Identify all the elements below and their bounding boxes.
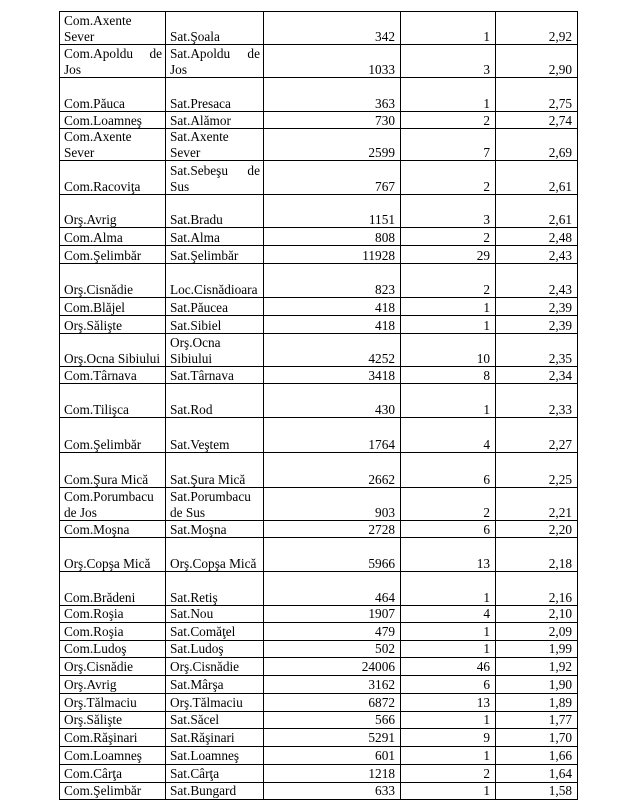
count-cell: 3 (401, 195, 496, 228)
table-row (60, 693, 578, 711)
table-row (60, 264, 578, 298)
count-cell: 29 (401, 246, 496, 264)
locality-cell: Sat.Veştem (166, 418, 264, 453)
locality-cell: Sat.Apoldu de Jos (166, 45, 264, 78)
administrative-unit-cell: Orş.Sălişte (60, 316, 166, 334)
locality-cell: Sat.Moşna (166, 521, 264, 538)
locality-cell: Orş.Cisnădie (166, 657, 264, 675)
administrative-unit-cell: Com.Loamneş (60, 746, 166, 764)
locality-cell: Sat.Comăţel (166, 622, 264, 640)
locality-cell: Sat.Retiş (166, 572, 264, 606)
ratio-cell: 2,90 (496, 45, 578, 78)
population-cell: 633 (264, 782, 401, 799)
table-body (60, 12, 578, 800)
population-cell: 6872 (264, 693, 401, 711)
administrative-unit-cell: Com.Răşinari (60, 728, 166, 746)
population-cell: 566 (264, 711, 401, 728)
table-row (60, 538, 578, 572)
locality-cell: Sat.Şura Mică (166, 453, 264, 488)
count-cell: 46 (401, 657, 496, 675)
locality-cell: Sat.Mârşa (166, 675, 264, 693)
count-cell: 6 (401, 675, 496, 693)
count-cell: 10 (401, 334, 496, 367)
ratio-cell: 1,70 (496, 728, 578, 746)
population-cell: 24006 (264, 657, 401, 675)
administrative-unit-cell: Orş.Avrig (60, 195, 166, 228)
table-row (60, 606, 578, 623)
ratio-cell: 2,16 (496, 572, 578, 606)
ratio-cell: 2,25 (496, 453, 578, 488)
population-cell: 5291 (264, 728, 401, 746)
population-cell: 418 (264, 298, 401, 316)
administrative-unit-cell: Com.Şelimbăr (60, 246, 166, 264)
data-table (59, 11, 578, 800)
count-cell: 6 (401, 521, 496, 538)
locality-cell: Sat.Săcel (166, 711, 264, 728)
ratio-cell: 2,92 (496, 12, 578, 45)
count-cell: 1 (401, 622, 496, 640)
population-cell: 418 (264, 316, 401, 334)
count-cell: 2 (401, 764, 496, 782)
count-cell: 8 (401, 367, 496, 384)
locality-cell: Sat.Alma (166, 228, 264, 246)
population-cell: 2662 (264, 453, 401, 488)
ratio-cell: 2,35 (496, 334, 578, 367)
population-cell: 1218 (264, 764, 401, 782)
ratio-cell: 2,18 (496, 538, 578, 572)
ratio-cell: 2,09 (496, 622, 578, 640)
locality-cell: Sat.Nou (166, 606, 264, 623)
administrative-unit-cell: Orş.Cisnădie (60, 657, 166, 675)
count-cell: 1 (401, 12, 496, 45)
ratio-cell: 1,66 (496, 746, 578, 764)
administrative-unit-cell: Com.Porumbacu de Jos (60, 488, 166, 521)
table-row (60, 12, 578, 45)
locality-cell: Sat.Axente Sever (166, 129, 264, 161)
table-row (60, 453, 578, 488)
population-cell: 11928 (264, 246, 401, 264)
locality-cell: Sat.Bradu (166, 195, 264, 228)
table-row (60, 640, 578, 657)
population-cell: 3162 (264, 675, 401, 693)
locality-cell: Sat.Răşinari (166, 728, 264, 746)
population-cell: 823 (264, 264, 401, 298)
locality-cell: Sat.Bungard (166, 782, 264, 799)
population-cell: 1907 (264, 606, 401, 623)
administrative-unit-cell: Com.Ludoş (60, 640, 166, 657)
table-row (60, 764, 578, 782)
ratio-cell: 2,74 (496, 112, 578, 129)
administrative-unit-cell: Orş.Ocna Sibiului (60, 334, 166, 367)
count-cell: 1 (401, 782, 496, 799)
locality-cell: Sat.Alămor (166, 112, 264, 129)
locality-cell: Sat.Şoala (166, 12, 264, 45)
locality-cell: Sat.Presaca (166, 78, 264, 112)
population-cell: 479 (264, 622, 401, 640)
table-row (60, 384, 578, 418)
count-cell: 2 (401, 488, 496, 521)
count-cell: 3 (401, 45, 496, 78)
count-cell: 4 (401, 606, 496, 623)
table-row (60, 657, 578, 675)
administrative-unit-cell: Com.Moşna (60, 521, 166, 538)
locality-cell: Sat.Rod (166, 384, 264, 418)
administrative-unit-cell: Orş.Tălmaciu (60, 693, 166, 711)
population-cell: 601 (264, 746, 401, 764)
administrative-unit-cell: Com.Târnava (60, 367, 166, 384)
count-cell: 1 (401, 640, 496, 657)
locality-cell: Sat.Târnava (166, 367, 264, 384)
population-cell: 2728 (264, 521, 401, 538)
population-cell: 4252 (264, 334, 401, 367)
count-cell: 2 (401, 264, 496, 298)
table-row (60, 161, 578, 195)
population-cell: 903 (264, 488, 401, 521)
administrative-unit-cell: Com.Blăjel (60, 298, 166, 316)
ratio-cell: 1,92 (496, 657, 578, 675)
count-cell: 1 (401, 572, 496, 606)
table-row (60, 367, 578, 384)
table-row (60, 521, 578, 538)
count-cell: 1 (401, 78, 496, 112)
locality-cell: Sat.Ludoş (166, 640, 264, 657)
administrative-unit-cell: Com.Brădeni (60, 572, 166, 606)
locality-cell: Sat.Păucea (166, 298, 264, 316)
population-cell: 5966 (264, 538, 401, 572)
population-cell: 363 (264, 78, 401, 112)
locality-cell: Sat.Loamneş (166, 746, 264, 764)
ratio-cell: 2,39 (496, 298, 578, 316)
administrative-unit-cell: Com.Şelimbăr (60, 782, 166, 799)
ratio-cell: 2,43 (496, 264, 578, 298)
ratio-cell: 2,61 (496, 195, 578, 228)
population-cell: 430 (264, 384, 401, 418)
locality-cell: Sat.Şelimbăr (166, 246, 264, 264)
administrative-unit-cell: Com.Tilişca (60, 384, 166, 418)
population-cell: 730 (264, 112, 401, 129)
locality-cell: Sat.Sibiel (166, 316, 264, 334)
ratio-cell: 2,20 (496, 521, 578, 538)
administrative-unit-cell: Com.Păuca (60, 78, 166, 112)
ratio-cell: 1,89 (496, 693, 578, 711)
table-row (60, 675, 578, 693)
ratio-cell: 2,21 (496, 488, 578, 521)
count-cell: 1 (401, 298, 496, 316)
ratio-cell: 2,48 (496, 228, 578, 246)
ratio-cell: 2,27 (496, 418, 578, 453)
count-cell: 2 (401, 228, 496, 246)
table-row (60, 782, 578, 799)
ratio-cell: 1,99 (496, 640, 578, 657)
administrative-unit-cell: Com.Axente Sever (60, 129, 166, 161)
table-row (60, 711, 578, 728)
population-cell: 1764 (264, 418, 401, 453)
ratio-cell: 2,75 (496, 78, 578, 112)
population-cell: 502 (264, 640, 401, 657)
locality-cell: Sat.Porumbacu de Sus (166, 488, 264, 521)
count-cell: 1 (401, 384, 496, 418)
administrative-unit-cell: Com.Axente Sever (60, 12, 166, 45)
count-cell: 4 (401, 418, 496, 453)
count-cell: 7 (401, 129, 496, 161)
locality-cell: Sat.Sebeşu de Sus (166, 161, 264, 195)
ratio-cell: 2,69 (496, 129, 578, 161)
population-cell: 342 (264, 12, 401, 45)
locality-cell: Orş.Ocna Sibiului (166, 334, 264, 367)
administrative-unit-cell: Com.Apoldu de Jos (60, 45, 166, 78)
administrative-unit-cell: Com.Cârţa (60, 764, 166, 782)
administrative-unit-cell: Com.Alma (60, 228, 166, 246)
table-row (60, 418, 578, 453)
count-cell: 6 (401, 453, 496, 488)
locality-cell: Orş.Tălmaciu (166, 693, 264, 711)
table-row (60, 129, 578, 161)
count-cell: 1 (401, 316, 496, 334)
population-cell: 1151 (264, 195, 401, 228)
table-row (60, 78, 578, 112)
table-row (60, 195, 578, 228)
administrative-unit-cell: Com.Roşia (60, 622, 166, 640)
administrative-unit-cell: Orş.Copşa Mică (60, 538, 166, 572)
count-cell: 13 (401, 538, 496, 572)
locality-cell: Orş.Copşa Mică (166, 538, 264, 572)
table-row (60, 728, 578, 746)
table-row (60, 45, 578, 78)
count-cell: 9 (401, 728, 496, 746)
locality-cell: Loc.Cisnădioara (166, 264, 264, 298)
population-cell: 1033 (264, 45, 401, 78)
administrative-unit-cell: Com.Şelimbăr (60, 418, 166, 453)
ratio-cell: 1,90 (496, 675, 578, 693)
count-cell: 1 (401, 711, 496, 728)
population-cell: 464 (264, 572, 401, 606)
administrative-unit-cell: Orş.Cisnădie (60, 264, 166, 298)
table-row (60, 316, 578, 334)
ratio-cell: 2,10 (496, 606, 578, 623)
ratio-cell: 2,61 (496, 161, 578, 195)
count-cell: 2 (401, 161, 496, 195)
table-row (60, 112, 578, 129)
ratio-cell: 2,39 (496, 316, 578, 334)
administrative-unit-cell: Com.Roşia (60, 606, 166, 623)
table-row (60, 246, 578, 264)
table-row (60, 334, 578, 367)
population-cell: 767 (264, 161, 401, 195)
table-row (60, 746, 578, 764)
table-row (60, 622, 578, 640)
ratio-cell: 1,64 (496, 764, 578, 782)
table-row (60, 228, 578, 246)
table-row (60, 488, 578, 521)
ratio-cell: 2,43 (496, 246, 578, 264)
count-cell: 1 (401, 746, 496, 764)
administrative-unit-cell: Com.Şura Mică (60, 453, 166, 488)
ratio-cell: 2,34 (496, 367, 578, 384)
population-cell: 2599 (264, 129, 401, 161)
table-row (60, 572, 578, 606)
ratio-cell: 1,77 (496, 711, 578, 728)
population-cell: 3418 (264, 367, 401, 384)
locality-cell: Sat.Cârţa (166, 764, 264, 782)
count-cell: 2 (401, 112, 496, 129)
count-cell: 13 (401, 693, 496, 711)
administrative-unit-cell: Com.Loamneş (60, 112, 166, 129)
administrative-unit-cell: Orş.Sălişte (60, 711, 166, 728)
table-row (60, 298, 578, 316)
administrative-unit-cell: Orş.Avrig (60, 675, 166, 693)
ratio-cell: 2,33 (496, 384, 578, 418)
administrative-unit-cell: Com.Racoviţa (60, 161, 166, 195)
population-cell: 808 (264, 228, 401, 246)
ratio-cell: 1,58 (496, 782, 578, 799)
